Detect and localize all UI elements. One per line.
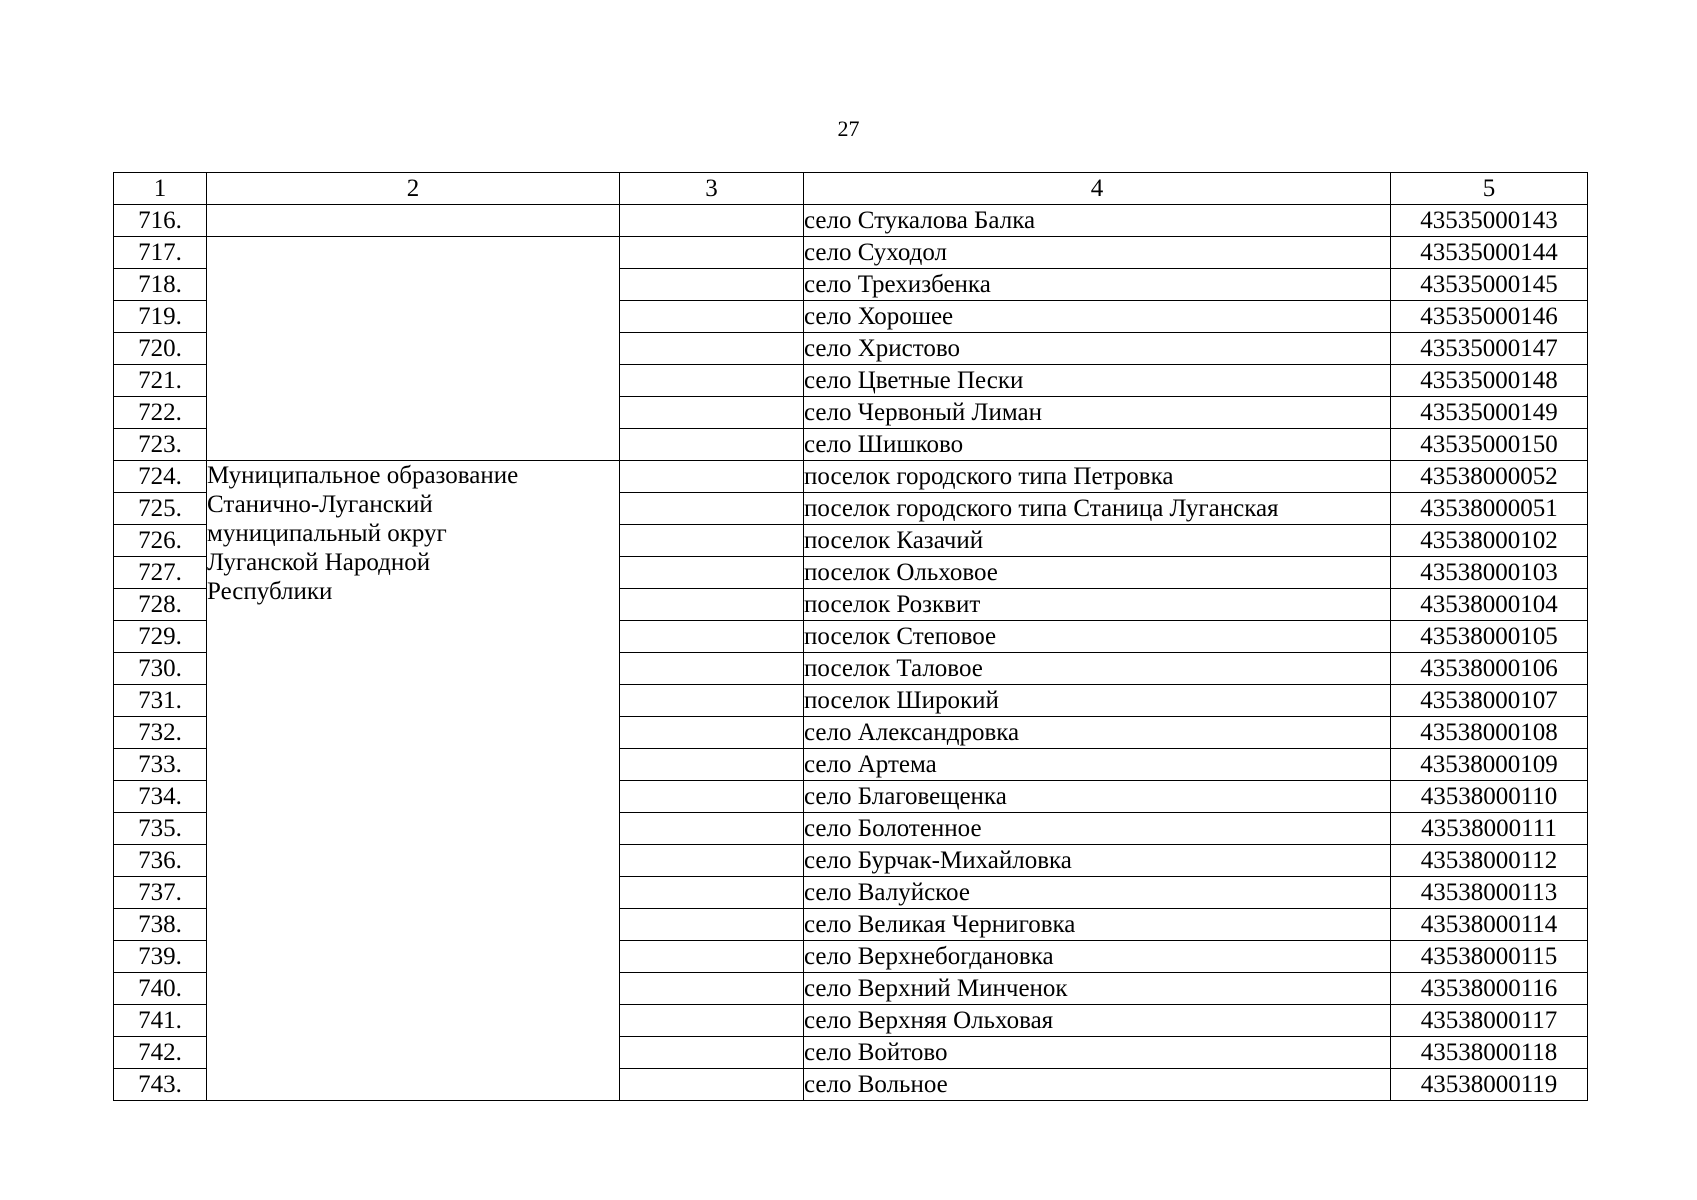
column-3-cell — [620, 333, 804, 365]
column-3-cell — [620, 461, 804, 493]
table-row — [114, 237, 1588, 269]
municipality-name-line: муниципальный округ — [207, 520, 447, 547]
column-3-cell — [620, 813, 804, 845]
row-number: 718. — [114, 269, 207, 301]
settlement-name: поселок Широкий — [804, 685, 1391, 717]
settlement-name: поселок Таловое — [804, 653, 1391, 685]
column-3-cell — [620, 1005, 804, 1037]
settlement-name: село Великая Черниговка — [804, 909, 1391, 941]
municipality-name-line: Луганской Народной — [207, 549, 431, 576]
column-3-cell — [620, 845, 804, 877]
settlement-code: 43538000109 — [1391, 749, 1588, 781]
municipality-cell-empty — [207, 205, 620, 237]
column-3-cell — [620, 941, 804, 973]
column-3-cell — [620, 205, 804, 237]
column-3-cell — [620, 557, 804, 589]
settlement-code: 43535000149 — [1391, 397, 1588, 429]
row-number: 733. — [114, 749, 207, 781]
row-number: 717. — [114, 237, 207, 269]
settlement-code: 43538000107 — [1391, 685, 1588, 717]
settlement-code: 43538000105 — [1391, 621, 1588, 653]
settlement-code: 43535000147 — [1391, 333, 1588, 365]
header-col-2: 2 — [207, 173, 620, 205]
row-number: 724. — [114, 461, 207, 493]
row-number: 727. — [114, 557, 207, 589]
header-col-1: 1 — [114, 173, 207, 205]
column-3-cell — [620, 493, 804, 525]
settlement-code: 43538000118 — [1391, 1037, 1588, 1069]
settlement-name: поселок Розквит — [804, 589, 1391, 621]
settlements-table — [113, 172, 1588, 1101]
settlement-name: село Верхняя Ольховая — [804, 1005, 1391, 1037]
row-number: 735. — [114, 813, 207, 845]
settlement-name: поселок городского типа Петровка — [804, 461, 1391, 493]
settlement-code: 43538000112 — [1391, 845, 1588, 877]
settlement-name: село Валуйское — [804, 877, 1391, 909]
settlement-name: поселок Казачий — [804, 525, 1391, 557]
column-3-cell — [620, 237, 804, 269]
column-3-cell — [620, 621, 804, 653]
table-row — [114, 205, 1588, 237]
row-number: 720. — [114, 333, 207, 365]
header-col-3: 3 — [620, 173, 804, 205]
column-3-cell — [620, 397, 804, 429]
municipality-name — [207, 461, 620, 1101]
settlement-code: 43538000106 — [1391, 653, 1588, 685]
settlement-code: 43535000146 — [1391, 301, 1588, 333]
row-number: 736. — [114, 845, 207, 877]
settlement-name: село Христово — [804, 333, 1391, 365]
settlement-code: 43538000051 — [1391, 493, 1588, 525]
row-number: 742. — [114, 1037, 207, 1069]
settlement-code: 43535000148 — [1391, 365, 1588, 397]
municipality-name-line: Муниципальное образование — [207, 462, 519, 489]
column-3-cell — [620, 749, 804, 781]
municipality-name-line: Республики — [207, 578, 333, 605]
column-3-cell — [620, 781, 804, 813]
column-3-cell — [620, 973, 804, 1005]
settlement-code: 43538000119 — [1391, 1069, 1588, 1101]
settlement-name: село Артема — [804, 749, 1391, 781]
settlement-name: село Хорошее — [804, 301, 1391, 333]
settlement-name: поселок Степовое — [804, 621, 1391, 653]
column-3-cell — [620, 653, 804, 685]
row-number: 716. — [114, 205, 207, 237]
row-number: 734. — [114, 781, 207, 813]
municipality-name-line: Станично-Луганский — [207, 491, 433, 518]
table-row — [114, 461, 1588, 493]
row-number: 730. — [114, 653, 207, 685]
row-number: 729. — [114, 621, 207, 653]
settlement-code: 43538000052 — [1391, 461, 1588, 493]
settlement-code: 43538000117 — [1391, 1005, 1588, 1037]
header-col-4: 4 — [804, 173, 1391, 205]
settlement-name: село Верхнебогдановка — [804, 941, 1391, 973]
municipality-cell-empty — [207, 237, 620, 461]
row-number: 731. — [114, 685, 207, 717]
settlement-name: село Стукалова Балка — [804, 205, 1391, 237]
column-3-cell — [620, 1069, 804, 1101]
header-col-5: 5 — [1391, 173, 1588, 205]
row-number: 732. — [114, 717, 207, 749]
settlement-code: 43538000111 — [1391, 813, 1588, 845]
settlement-code: 43535000143 — [1391, 205, 1588, 237]
settlement-code: 43538000102 — [1391, 525, 1588, 557]
row-number: 737. — [114, 877, 207, 909]
settlement-name: село Болотенное — [804, 813, 1391, 845]
settlement-name: село Бурчак-Михайловка — [804, 845, 1391, 877]
page-number: 27 — [837, 116, 860, 141]
settlement-code: 43538000108 — [1391, 717, 1588, 749]
column-3-cell — [620, 717, 804, 749]
settlement-name: село Вольное — [804, 1069, 1391, 1101]
row-number: 722. — [114, 397, 207, 429]
settlement-name: село Суходол — [804, 237, 1391, 269]
settlement-code: 43535000144 — [1391, 237, 1588, 269]
column-3-cell — [620, 429, 804, 461]
settlement-name: село Войтово — [804, 1037, 1391, 1069]
settlement-name: село Цветные Пески — [804, 365, 1391, 397]
column-3-cell — [620, 1037, 804, 1069]
row-number: 721. — [114, 365, 207, 397]
settlement-name: село Шишково — [804, 429, 1391, 461]
settlement-name: поселок Ольховое — [804, 557, 1391, 589]
table-body — [114, 173, 1588, 1101]
row-number: 743. — [114, 1069, 207, 1101]
column-3-cell — [620, 269, 804, 301]
column-3-cell — [620, 589, 804, 621]
settlement-name: село Червоный Лиман — [804, 397, 1391, 429]
column-3-cell — [620, 685, 804, 717]
column-3-cell — [620, 365, 804, 397]
column-3-cell — [620, 877, 804, 909]
settlement-code: 43538000113 — [1391, 877, 1588, 909]
row-number: 725. — [114, 493, 207, 525]
settlement-name: поселок городского типа Станица Луганская — [804, 493, 1391, 525]
settlement-name: село Трехизбенка — [804, 269, 1391, 301]
row-number: 726. — [114, 525, 207, 557]
row-number: 719. — [114, 301, 207, 333]
row-number: 723. — [114, 429, 207, 461]
settlement-code: 43538000114 — [1391, 909, 1588, 941]
column-3-cell — [620, 909, 804, 941]
settlement-code: 43538000115 — [1391, 941, 1588, 973]
settlement-code: 43538000103 — [1391, 557, 1588, 589]
settlement-code: 43535000150 — [1391, 429, 1588, 461]
settlement-code: 43535000145 — [1391, 269, 1588, 301]
column-3-cell — [620, 525, 804, 557]
column-3-cell — [620, 301, 804, 333]
settlement-name: село Верхний Минченок — [804, 973, 1391, 1005]
settlement-code: 43538000104 — [1391, 589, 1588, 621]
row-number: 728. — [114, 589, 207, 621]
header-row — [114, 173, 1588, 205]
settlement-name: село Благовещенка — [804, 781, 1391, 813]
row-number: 739. — [114, 941, 207, 973]
settlement-code: 43538000116 — [1391, 973, 1588, 1005]
settlement-code: 43538000110 — [1391, 781, 1588, 813]
row-number: 738. — [114, 909, 207, 941]
row-number: 740. — [114, 973, 207, 1005]
row-number: 741. — [114, 1005, 207, 1037]
settlement-name: село Александровка — [804, 717, 1391, 749]
